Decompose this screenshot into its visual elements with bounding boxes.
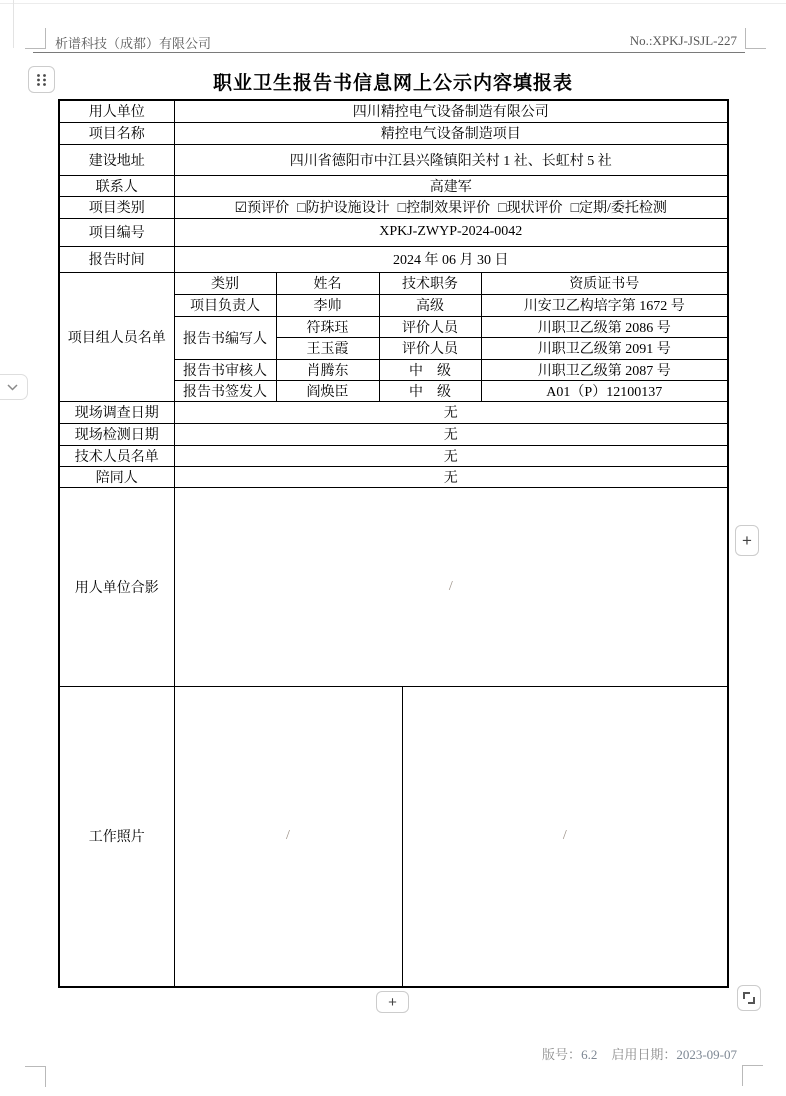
photo-placeholder: /: [562, 828, 567, 844]
tech-staff-value[interactable]: 无: [174, 445, 728, 466]
team-title-cell[interactable]: 评价人员: [379, 316, 481, 337]
form-table: [58, 99, 729, 988]
page-corner-mark-top-right: [745, 28, 766, 49]
project-name-value[interactable]: 精控电气设备制造项目: [174, 122, 728, 144]
work-photo-label: 工作照片: [59, 686, 174, 987]
survey-date-value[interactable]: 无: [174, 401, 728, 423]
footer-version-info: [542, 1044, 737, 1063]
team-cert-cell[interactable]: 川职卫乙级第 2091 号: [481, 337, 728, 359]
team-header-name: 姓名: [276, 272, 379, 294]
team-title-cell[interactable]: 评价人员: [379, 337, 481, 359]
team-name-cell[interactable]: 王玉霞: [276, 337, 379, 359]
header-company-name: 析谱科技（成都）有限公司: [55, 36, 212, 51]
contact-value[interactable]: 高建军: [174, 175, 728, 196]
enable-date-label: 启用日期：: [611, 1047, 677, 1062]
checkbox-icon: □: [297, 201, 306, 216]
team-header-cert: 资质证书号: [481, 272, 728, 294]
team-cert-cell[interactable]: A01（P）12100137: [481, 380, 728, 401]
table-row: [59, 144, 728, 175]
team-name-cell[interactable]: 肖腾东: [276, 359, 379, 380]
project-no-value[interactable]: XPKJ-ZWYP-2024-0042: [174, 218, 728, 246]
version-number: 6.2: [581, 1047, 598, 1062]
project-name-label: 项目名称: [59, 122, 174, 144]
team-name-cell[interactable]: 李帅: [276, 294, 379, 316]
table-row: [59, 246, 728, 272]
checkbox-option[interactable]: ☑预评价: [234, 201, 290, 216]
work-photo-row: [59, 686, 728, 987]
group-photo-label: 用人单位合影: [59, 487, 174, 686]
address-label: 建设地址: [59, 144, 174, 175]
address-value[interactable]: 四川省德阳市中江县兴隆镇阳关村 1 社、长虹村 5 社: [174, 144, 728, 175]
accompany-value[interactable]: 无: [174, 466, 728, 487]
checkbox-option[interactable]: □防护设施设计: [297, 201, 390, 216]
photo-placeholder: /: [448, 578, 453, 594]
checkbox-option[interactable]: □定期/委托检测: [570, 201, 667, 216]
survey-date-label: 现场调查日期: [59, 401, 174, 423]
page-corner-mark-top-left: [25, 28, 46, 49]
project-no-label: 项目编号: [59, 218, 174, 246]
team-title-cell[interactable]: 高级: [379, 294, 481, 316]
group-photo-row: [59, 487, 728, 686]
expand-button[interactable]: [737, 985, 761, 1011]
checkbox-checked-icon: ☑: [234, 201, 248, 216]
group-photo-cell[interactable]: [174, 487, 728, 686]
report-date-value[interactable]: 2024 年 06 月 30 日: [174, 246, 728, 272]
table-row: [59, 122, 728, 144]
team-header-category: 类别: [174, 272, 276, 294]
team-category-cell[interactable]: 项目负责人: [174, 294, 276, 316]
header-doc-number: No.:XPKJ-JSJL-227: [629, 33, 737, 48]
page-title: 职业卫生报告书信息网上公示内容填报表: [212, 73, 573, 94]
add-row-button-bottom[interactable]: +: [376, 991, 409, 1013]
table-row: [59, 175, 728, 196]
checkbox-option[interactable]: □现状评价: [498, 201, 563, 216]
chevron-down-icon: [7, 384, 18, 391]
team-header-row: [59, 272, 728, 294]
add-photo-button-right[interactable]: +: [735, 525, 759, 556]
table-row: [59, 445, 728, 466]
team-name-cell[interactable]: 阎焕臣: [276, 380, 379, 401]
accompany-label: 陪同人: [59, 466, 174, 487]
table-row: [59, 196, 728, 218]
employer-value[interactable]: 四川精控电气设备制造有限公司: [174, 100, 728, 122]
team-cert-cell[interactable]: 川职卫乙级第 2087 号: [481, 359, 728, 380]
top-divider: [0, 3, 786, 4]
table-row: [59, 218, 728, 246]
team-category-cell[interactable]: 报告书审核人: [174, 359, 276, 380]
work-photo-cell-left[interactable]: [174, 686, 402, 987]
table-row: [59, 100, 728, 122]
table-row: [59, 466, 728, 487]
category-label: 项目类别: [59, 196, 174, 218]
employer-label: 用人单位: [59, 100, 174, 122]
table-row: [59, 423, 728, 445]
team-header-title: 技术职务: [379, 272, 481, 294]
team-name-cell[interactable]: 符珠珏: [276, 316, 379, 337]
team-category-cell[interactable]: 报告书签发人: [174, 380, 276, 401]
page-corner-mark-bottom-left: [25, 1066, 46, 1087]
team-cert-cell[interactable]: 川安卫乙构培字第 1672 号: [481, 294, 728, 316]
test-date-value[interactable]: 无: [174, 423, 728, 445]
checkbox-icon: □: [498, 201, 507, 216]
team-title-cell[interactable]: 中 级: [379, 380, 481, 401]
tech-staff-label: 技术人员名单: [59, 445, 174, 466]
page-corner-mark-bottom-right: [742, 1065, 763, 1086]
checkbox-icon: □: [570, 201, 580, 216]
enable-date: 2023-09-07: [676, 1047, 737, 1062]
collapse-button[interactable]: [0, 374, 28, 400]
checkbox-option[interactable]: □控制效果评价: [397, 201, 491, 216]
contact-label: 联系人: [59, 175, 174, 196]
team-label: 项目组人员名单: [59, 272, 174, 401]
team-category-cell[interactable]: 报告书编写人: [174, 316, 276, 359]
category-options[interactable]: [174, 196, 728, 218]
photo-placeholder: /: [286, 828, 290, 844]
version-label: 版号：: [542, 1047, 582, 1062]
work-photo-cell-right[interactable]: [402, 686, 728, 987]
checkbox-icon: □: [397, 201, 407, 216]
corner-brackets-icon: [743, 992, 755, 1004]
team-cert-cell[interactable]: 川职卫乙级第 2086 号: [481, 316, 728, 337]
left-divider: [13, 0, 14, 48]
test-date-label: 现场检测日期: [59, 423, 174, 445]
table-row: [59, 401, 728, 423]
team-title-cell[interactable]: 中 级: [379, 359, 481, 380]
report-date-label: 报告时间: [59, 246, 174, 272]
header-rule: [33, 52, 745, 53]
